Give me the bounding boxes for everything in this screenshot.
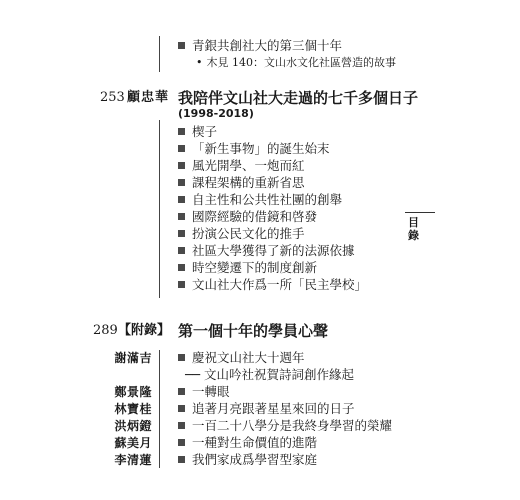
chapter-title: 我陪伴文山社大走過的七千多個日子 (178, 89, 419, 107)
item-text: 扮演公民文化的推手 (192, 226, 305, 241)
item-text: 慶祝文山社大十週年 (192, 350, 305, 365)
bullet-square-icon (178, 162, 185, 169)
section-divider-appendix (159, 350, 160, 468)
bullet-square-icon (178, 213, 185, 220)
item-text: 一百二十八學分是我終身學習的榮耀 (192, 418, 393, 433)
sub-item (196, 56, 396, 70)
item-text: 時空變遷下的制度創新 (192, 260, 318, 275)
item-text: 風光開學、一炮而紅 (192, 158, 305, 173)
item-text: 追著月亮跟著星星來回的日子 (192, 401, 355, 416)
bullet-square-icon (178, 196, 185, 203)
list-item (178, 435, 317, 451)
item-text: 國際經驗的借鏡和啓發 (192, 209, 318, 224)
appendix-title: 第一個十年的學員心聲 (178, 322, 329, 340)
list-item (178, 141, 330, 157)
section-divider-chapter (159, 120, 160, 298)
item-text: 文山社大作爲一所「民主學校」 (192, 277, 368, 292)
side-rule (405, 212, 435, 213)
list-item (178, 418, 392, 434)
list-item (178, 243, 355, 259)
item-text: 一轉眼 (192, 384, 230, 399)
sub-item-text: 木見 140：文山水文化社區營造的故事 (206, 56, 396, 69)
bullet-square-icon (178, 145, 185, 152)
bullet-square-icon (178, 230, 185, 237)
entry-author: 謝滿吉 (114, 351, 152, 365)
list-item (178, 260, 317, 276)
item-continuation: ── 文山吟社祝賀詩詞創作緣起 (185, 367, 355, 382)
list-item (178, 384, 230, 400)
bullet-dot-icon: • (196, 56, 203, 69)
list-item (178, 401, 355, 417)
entry-author: 鄭景隆 (114, 385, 152, 399)
chapter-author: 顧忠華 (127, 90, 170, 105)
entry-author: 蘇美月 (114, 436, 152, 450)
page-number: 253 (100, 90, 125, 105)
item-text: 「新生事物」的誕生始末 (192, 141, 330, 156)
bullet-square-icon (178, 439, 185, 446)
entry-author: 洪炳鐙 (114, 419, 152, 433)
list-item (178, 226, 305, 242)
appendix-label: 【附錄】 (118, 323, 171, 338)
list-item (178, 452, 317, 468)
list-item (178, 209, 317, 225)
bullet-square-icon (178, 264, 185, 271)
list-item (178, 277, 367, 293)
bullet-square-icon (178, 42, 185, 49)
item-text: 社區大學獲得了新的法源依據 (192, 243, 355, 258)
bullet-square-icon (178, 405, 185, 412)
bullet-square-icon (178, 388, 185, 395)
list-item (178, 350, 305, 366)
side-label-contents: 目錄 (408, 216, 419, 242)
list-item (178, 158, 305, 174)
entry-author: 李清蓮 (114, 453, 152, 467)
item-text: 青銀共創社大的第三個十年 (192, 38, 343, 53)
bullet-square-icon (178, 422, 185, 429)
bullet-square-icon (178, 456, 185, 463)
entry-author: 林寶桂 (114, 402, 152, 416)
bullet-square-icon (178, 128, 185, 135)
list-item (178, 175, 305, 191)
item-text: 課程架構的重新省思 (192, 175, 305, 190)
item-text: 我們家成爲學習型家庭 (192, 452, 318, 467)
item-text: 自主性和公共性社團的創舉 (192, 192, 343, 207)
list-item (178, 38, 342, 54)
bullet-square-icon (178, 247, 185, 254)
page-number: 289 (93, 323, 118, 338)
list-item (178, 124, 217, 140)
item-text: 一種對生命價值的進階 (192, 435, 318, 450)
section-divider-top (159, 36, 160, 72)
list-item (178, 192, 342, 208)
item-text: 楔子 (192, 124, 218, 139)
bullet-square-icon (178, 179, 185, 186)
bullet-square-icon (178, 354, 185, 361)
chapter-subtitle: (1998-2018) (178, 107, 254, 120)
bullet-square-icon (178, 281, 185, 288)
